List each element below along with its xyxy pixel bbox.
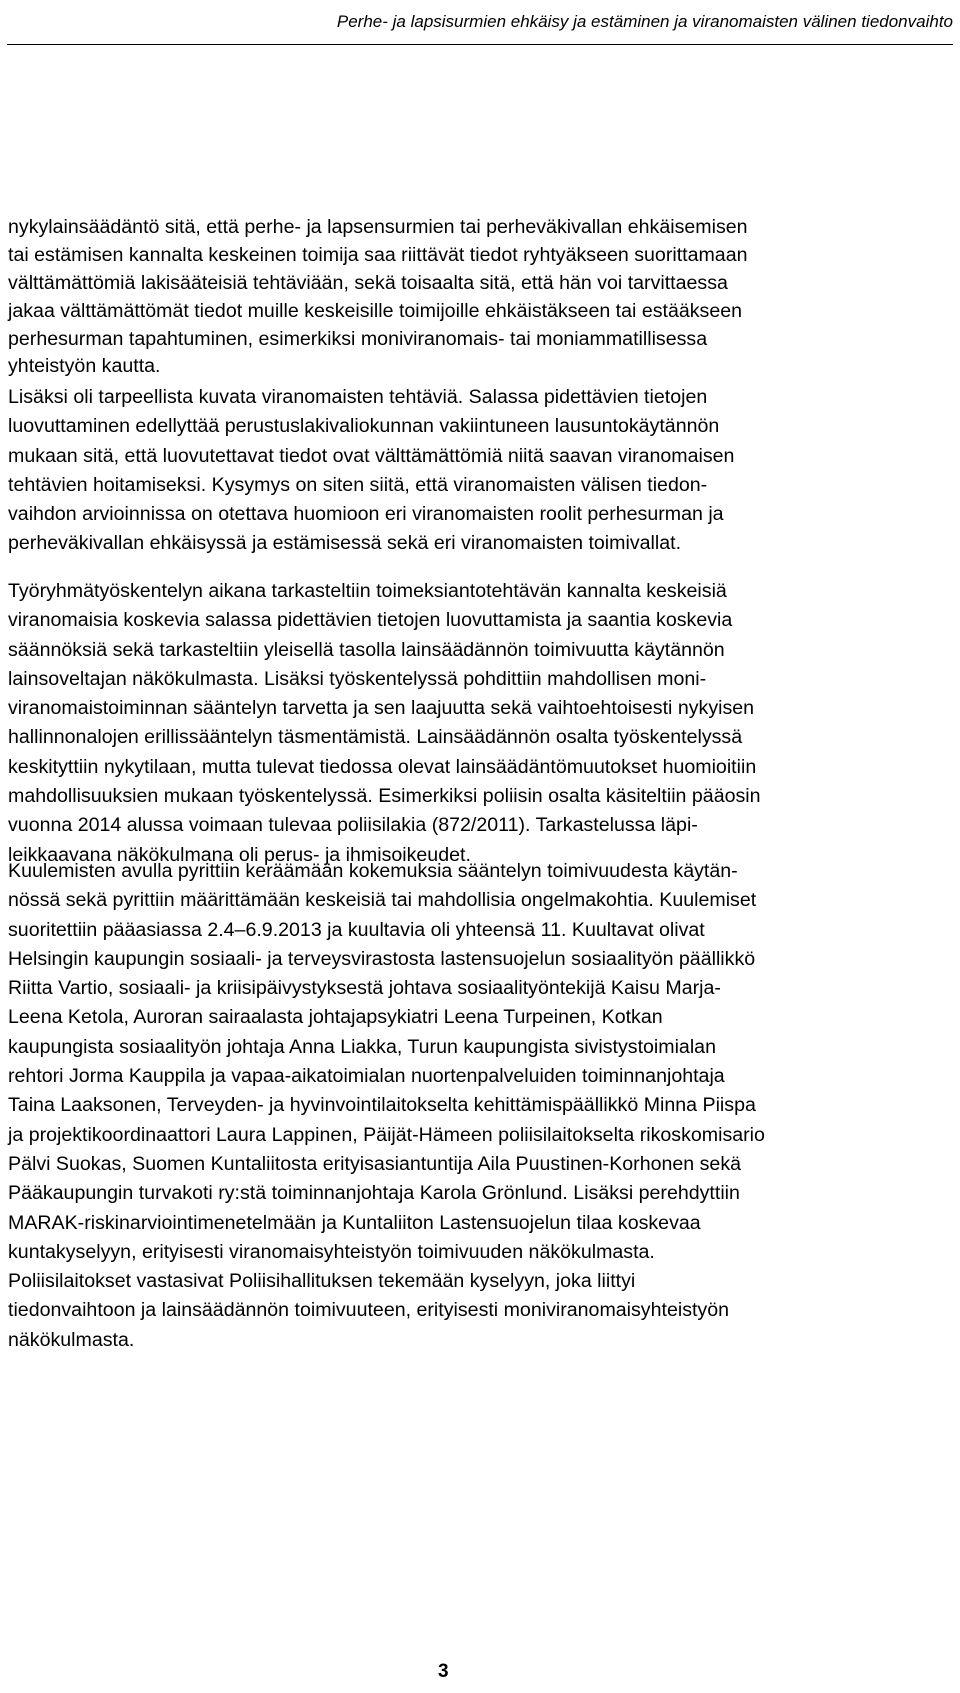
text-line: kaupungista sosiaalityön johtaja Anna Liakka, Turun kaupungista sivistystoimialan <box>8 1035 716 1058</box>
text-line: perhesurman tapahtuminen, esimerkiksi moniviranomais- tai moniammatillisessa <box>8 327 708 350</box>
text-line: tehtävien hoitamiseksi. Kysymys on siten siitä, että viranomaisten välisen tiedon- <box>8 473 708 496</box>
text-line: luovuttaminen edellyttää perustuslakivaliokunnan vakiintuneen lausuntokäytännön <box>8 415 720 438</box>
text-line: yhteistyön kautta. <box>8 355 161 378</box>
text-line: kuntakyselyyn, erityisesti viranomaisyhteistyön toimivuuden näkökulmasta. <box>8 1240 655 1263</box>
text-line: mukaan sitä, että luovutettavat tiedot ovat välttämättömiä niitä saavan viranomaisen <box>8 444 735 467</box>
text-line: säännöksiä sekä tarkasteltiin yleisellä tasolla lainsäädännön toimivuutta käytännön <box>8 638 725 661</box>
text-line: MARAK-riskinarviointimenetelmään ja Kuntaliiton Lastensuojelun tilaa koskevaa <box>8 1211 701 1234</box>
page-number: 3 <box>438 1661 449 1682</box>
text-line: vaihdon arvioinnissa on otettava huomioon eri viranomaisten roolit perhesurman ja <box>8 503 724 526</box>
text-line: Pälvi Suokas, Suomen Kuntaliitosta erityisasiantuntija Aila Puustinen-Korhonen sekä <box>8 1152 742 1175</box>
text-line: rehtori Jorma Kauppila ja vapaa-aikatoimialan nuortenpalveluiden toiminnanjohtaja <box>8 1065 725 1088</box>
text-line: Kuulemisten avulla pyrittiin keräämään kokemuksia sääntelyn toimivuudesta käytän- <box>8 860 738 882</box>
text-line: Leena Ketola, Auroran sairaalasta johtajapsykiatri Leena Turpeinen, Kotkan <box>8 1006 663 1029</box>
text-line: ja projektikoordinaattori Laura Lappinen, Päijät-Hämeen poliisilaitokselta rikoskomisario <box>8 1123 765 1146</box>
text-line: Poliisilaitokset vastasivat Poliisihallituksen tekemään kyselyyn, joka liittyi <box>8 1270 636 1293</box>
text-line: mahdollisuuksien mukaan työskentelyssä. Esimerkiksi poliisin osalta käsiteltiin pääosin <box>8 785 761 808</box>
text-line: jakaa välttämättömät tiedot muille keskeisille toimijoille ehkäistäkseen tai estääkseen <box>8 299 743 322</box>
text-line: nössä sekä pyrittiin määrittämään keskeisiä tai mahdollisia ongelmakohtia. Kuulemiset <box>8 889 757 912</box>
text-line: keskityttiin nykytilaan, mutta tulevat tiedossa olevat lainsäädäntömuutokset huomioitiin <box>8 755 757 778</box>
paragraph-1 <box>8 214 952 381</box>
text-line: Pääkaupungin turvakoti ry:stä toiminnanjohtaja Karola Grönlund. Lisäksi perehdyttiin <box>8 1182 740 1205</box>
text-line: Työryhmätyöskentelyn aikana tarkasteltiin toimeksiantotehtävän kannalta keskeisiä <box>8 580 727 602</box>
text-line: Lisäksi oli tarpeellista kuvata viranomaisten tehtäviä. Salassa pidettävien tietojen <box>8 386 708 408</box>
text-line: tiedonvaihtoon ja lainsäädännön toimivuuteen, erityisesti moniviranomaisyhteistyön <box>8 1299 730 1322</box>
text-line: tai estämisen kannalta keskeinen toimija saa riittävät tiedot ryhtyäkseen suorittamaan <box>8 243 748 266</box>
text-line: Riitta Vartio, sosiaali- ja kriisipäivystyksestä johtava sosiaalityöntekijä Kaisu Marja- <box>8 977 721 1000</box>
running-header <box>7 0 953 45</box>
paragraph-2 <box>8 383 952 559</box>
text-line: viranomaisia koskevia salassa pidettävien tietojen luovuttamista ja saantia koskevia <box>8 609 733 632</box>
text-line: välttämättömiä lakisääteisiä tehtäviään, sekä toisaalta sitä, että hän voi tarvittaessa <box>8 271 728 294</box>
text-line: suoritettiin pääasiassa 2.4–6.9.2013 ja kuultavia oli yhteensä 11. Kuultavat olivat <box>8 918 705 941</box>
text-line: näkökulmasta. <box>8 1328 135 1351</box>
text-line: hallinnonalojen erillissääntelyn täsmentämistä. Lainsäädännön osalta työskentelyssä <box>8 726 743 749</box>
text-line: perheväkivallan ehkäisyssä ja estämisessä sekä eri viranomaisten toimivallat. <box>8 532 682 555</box>
text-line: nykylainsäädäntö sitä, että perhe- ja lapsensurmien tai perheväkivallan ehkäisemisen <box>8 216 748 238</box>
text-line: Taina Laaksonen, Terveyden- ja hyvinvointilaitokselta kehittämispäällikkö Minna Piispa <box>8 1094 756 1117</box>
paragraph-3 <box>8 577 952 870</box>
text-line: leikkaavana näkökulmana oli perus- ja ihmisoikeudet. <box>8 843 471 866</box>
paragraph-4 <box>8 857 952 1355</box>
text-line: Helsingin kaupungin sosiaali- ja terveysvirastosta lastensuojelun sosiaalityön päällikkö <box>8 947 756 970</box>
text-line: viranomaistoiminnan sääntelyn tarvetta ja sen laajuutta sekä vaihtoehtoisesti nykyisen <box>8 697 755 720</box>
header-title: Perhe- ja lapsisurmien ehkäisy ja estäminen ja viranomaisten välinen tiedonvaihto <box>336 12 953 31</box>
text-line: lainsoveltajan näkökulmasta. Lisäksi työskentelyssä pohdittiin mahdollisen moni- <box>8 667 707 690</box>
text-line: vuonna 2014 alussa voimaan tulevaa poliisilakia (872/2011). Tarkastelussa läpi- <box>8 814 698 837</box>
